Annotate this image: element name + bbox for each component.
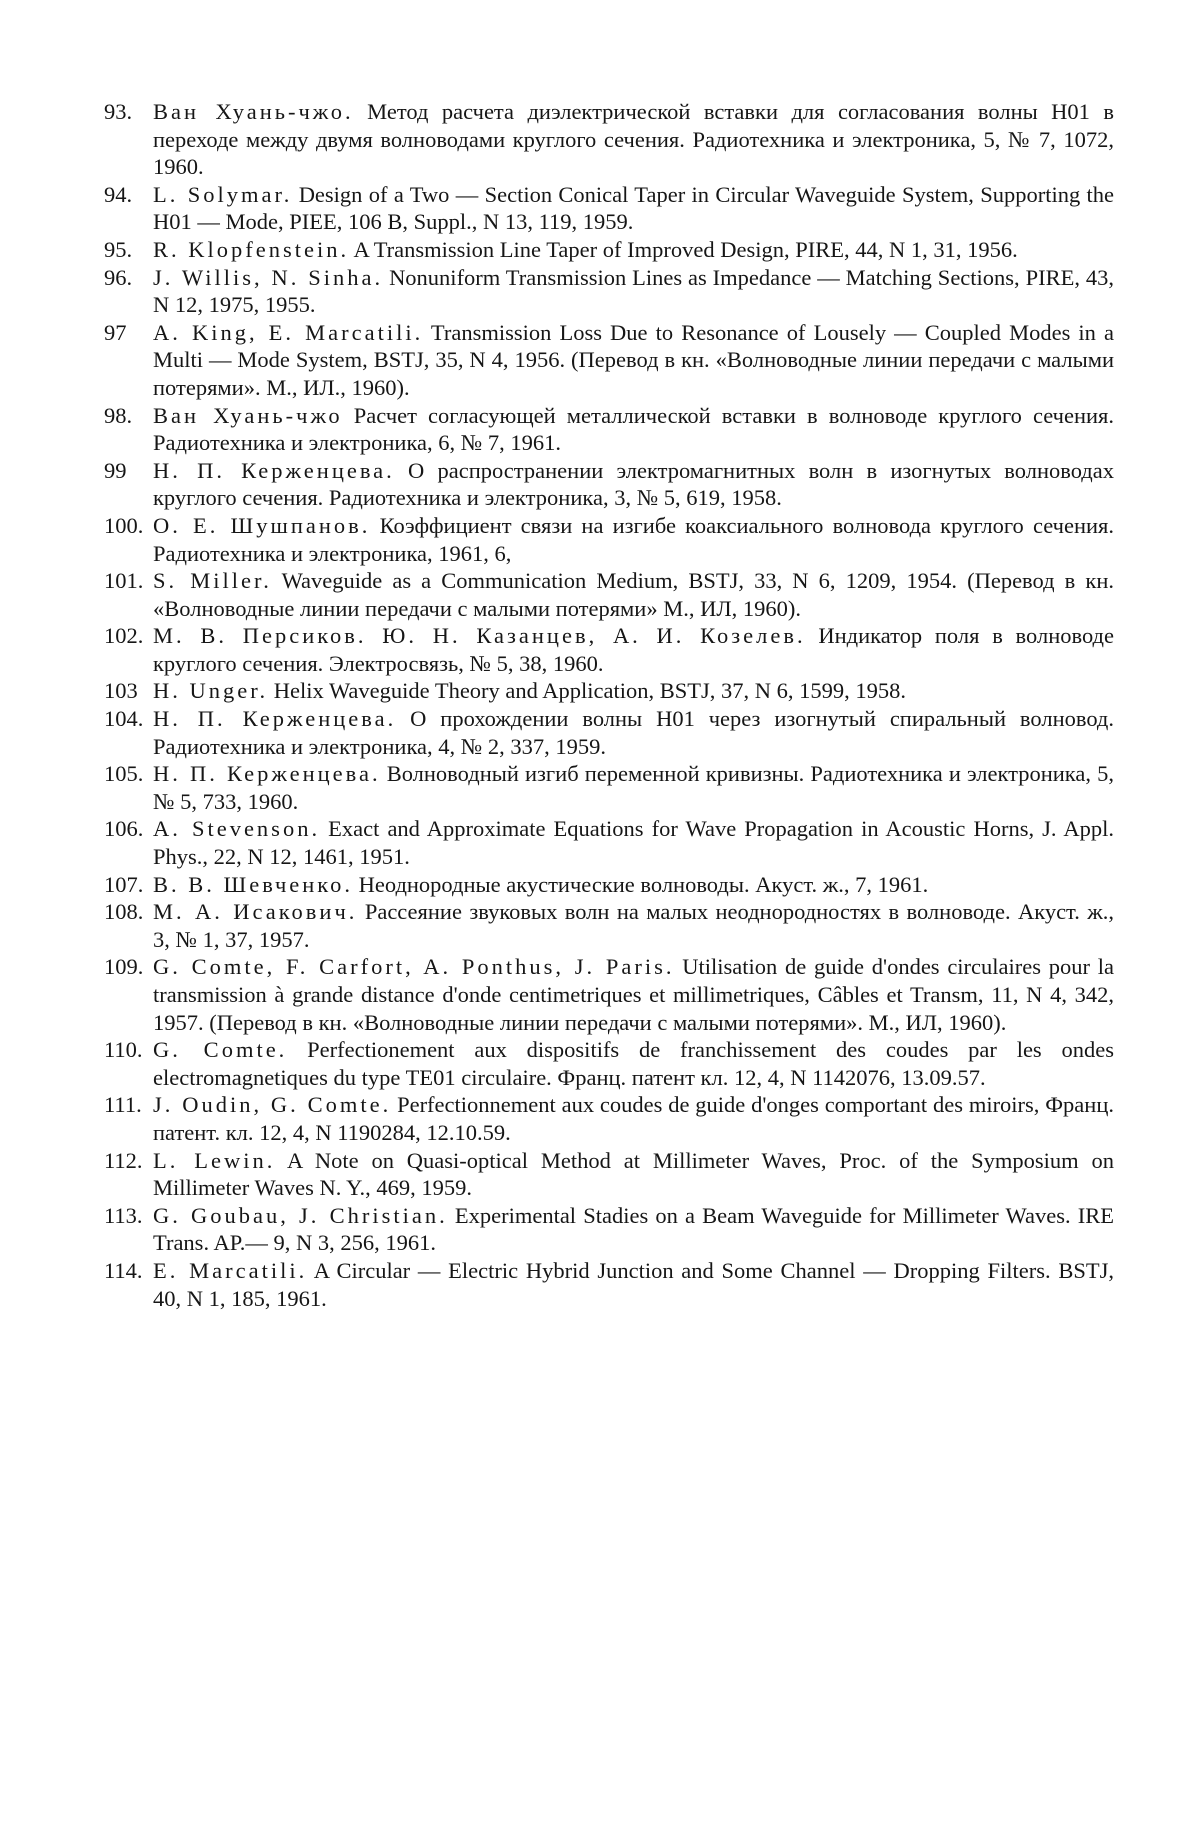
reference-authors: Ван Хуань-чжо. — [153, 99, 354, 124]
reference-number: 99 — [104, 457, 127, 483]
reference-number: 107. — [104, 871, 144, 897]
reference-authors: Ван Хуань-чжо — [153, 402, 343, 428]
reference-text: Utilisation de guide d'ondes circulaires pour la transmission à grande distance d'onde centimetriques et millimetriques, Câbles et Transm, 11, N 4, 342, 1957. (Перевод в кн. «Волноводные линии передачи с малыми потерями». М., ИЛ, 1960). — [153, 954, 1115, 1035]
reference-text: Рассеяние звуковых волн на малых неоднородностях в волноводе. Акуст. ж., 3, № 1, 37, 1957. — [153, 899, 1115, 952]
reference-text: Design of a Two — Section Conical Taper in Circular Waveguide System, Supporting the H01 — Mode, PIEE, 106 B, Suppl., N 13, 119, 1959. — [153, 181, 1115, 235]
reference-authors: Н. П. Керженцева. — [153, 761, 381, 787]
reference-number: 108. — [104, 899, 144, 925]
reference-text: Расчет согласующей металлической вставки в волноводе круглого сечения. Радиотехника и электроника, 6, № 7, 1961. — [153, 402, 1115, 456]
reference-number: 100. — [104, 512, 144, 538]
reference-authors: A. King, E. Marcatili. — [153, 319, 424, 345]
reference-authors: В. В. Шевченко. — [153, 871, 353, 897]
reference-number: 95. — [104, 236, 133, 262]
reference-number: 96. — [104, 264, 133, 290]
reference-text: Helix Waveguide Theory and Application, BSTJ, 37, N 6, 1599, 1958. — [273, 678, 907, 704]
reference-number: 110. — [104, 1037, 143, 1063]
reference-authors: М. В. Персиков. Ю. Н. Казанцев, А. И. Козелев. — [153, 623, 806, 649]
reference-item — [104, 760, 1114, 815]
reference-number: 105. — [104, 761, 144, 787]
reference-number: 97 — [104, 319, 127, 345]
reference-item — [104, 264, 1114, 319]
reference-authors: G. Comte. — [153, 1037, 288, 1063]
reference-number: 101. — [104, 568, 144, 594]
reference-item — [104, 402, 1114, 457]
reference-authors: М. А. Исакович. — [153, 899, 358, 925]
reference-authors: G. Goubau, J. Christian. — [153, 1202, 448, 1228]
reference-item — [104, 1147, 1114, 1202]
reference-authors: J. Oudin, G. Comte. — [153, 1092, 392, 1118]
reference-authors: H. Unger. — [153, 678, 269, 704]
reference-number: 114. — [104, 1257, 143, 1283]
reference-text: A Transmission Line Taper of Improved Design, PIRE, 44, N 1, 31, 1956. — [353, 236, 1018, 262]
reference-item — [104, 898, 1114, 953]
reference-item — [104, 705, 1114, 760]
reference-number: 94. — [104, 181, 133, 207]
reference-number: 111. — [104, 1092, 142, 1118]
reference-number: 93. — [104, 99, 133, 124]
reference-text: Коэффициент связи на изгибе коаксиального волновода круглого сечения. Радиотехника и электроника, 1961, 6, — [153, 512, 1115, 566]
reference-item — [104, 181, 1114, 236]
reference-item — [104, 677, 1114, 705]
reference-authors: G. Comte, F. Carfort, A. Ponthus, J. Paris. — [153, 954, 675, 980]
reference-text: Метод расчета диэлектрической вставки для согласования волны H01 в переходе между двумя волноводами круглого сечения. Радиотехника и электроника, 5, № 7, 1072, 1960. — [153, 99, 1114, 180]
reference-item — [104, 1036, 1114, 1091]
reference-item — [104, 871, 1114, 899]
reference-text: Индикатор поля в волноводе круглого сечения. Электросвязь, № 5, 38, 1960. — [153, 623, 1114, 676]
reference-item — [104, 815, 1114, 870]
reference-item — [104, 1257, 1114, 1312]
reference-item — [104, 1091, 1114, 1146]
reference-item — [104, 567, 1114, 622]
reference-item — [104, 236, 1114, 264]
reference-item — [104, 622, 1114, 677]
reference-number: 113. — [104, 1202, 143, 1228]
reference-item — [104, 319, 1114, 402]
reference-text: Неоднородные акустические волноводы. Акуст. ж., 7, 1961. — [358, 871, 929, 897]
reference-number: 98. — [104, 402, 133, 428]
reference-authors: L. Lewin. — [153, 1147, 276, 1173]
reference-text: Perfectionnement aux coudes de guide d'onges comportant des miroirs, Франц. патент. кл. 12, 4, N 1190284, 12.10.59. — [153, 1092, 1114, 1145]
reference-authors: О. Е. Шушпанов. — [153, 512, 371, 538]
reference-number: 106. — [104, 816, 144, 842]
reference-number: 112. — [104, 1147, 143, 1173]
reference-text: Experimental Stadies on a Beam Waveguide for Millimeter Waves. IRE Trans. AP.— 9, N 3, 256, 1961. — [153, 1202, 1114, 1256]
reference-item — [104, 98, 1114, 181]
reference-authors: Н. П. Керженцева. — [153, 706, 397, 732]
reference-text: Nonuniform Transmission Lines as Impedance — Matching Sections, PIRE, 43, N 12, 1975, 1955. — [153, 264, 1114, 318]
reference-number: 102. — [104, 623, 144, 649]
reference-list — [104, 98, 1114, 1312]
reference-authors: Н. П. Керженцева. — [153, 457, 395, 483]
reference-authors: J. Willis, N. Sinha. — [153, 264, 384, 290]
reference-item — [104, 1202, 1114, 1257]
reference-item — [104, 457, 1114, 512]
reference-text: О распространении электромагнитных волн в изогнутых волноводах круглого сечения. Радиотехника и электроника, 3, № 5, 619, 1958. — [153, 457, 1114, 511]
reference-item — [104, 512, 1114, 567]
reference-text: Волноводный изгиб переменной кривизны. Радиотехника и электроника, 5, № 5, 733, 1960. — [153, 761, 1114, 814]
reference-text: Perfectionement aux dispositifs de franchissement des coudes par les ondes electromagnetiques du type TE01 circulaire. Франц. патент кл. 12, 4, N 1142076, 13.09.57. — [153, 1037, 1114, 1090]
reference-text: A Circular — Electric Hybrid Junction and Some Channel — Dropping Filters. BSTJ, 40, N 1, 185, 1961. — [153, 1257, 1114, 1311]
reference-text: Transmission Loss Due to Resonance of Lousely — Coupled Modes in a Multi — Mode System, BSTJ, 35, N 4, 1956. (Перевод в кн. «Волноводные линии передачи с малыми потерями». М., ИЛ., 1960). — [153, 319, 1114, 400]
reference-text: Waveguide as a Communication Medium, BSTJ, 33, N 6, 1209, 1954. (Перевод в кн. «Волноводные линии передачи с малыми потерями» М., ИЛ, 1960). — [153, 568, 1115, 621]
reference-authors: A. Stevenson. — [153, 816, 321, 842]
reference-authors: E. Marcatili. — [153, 1257, 308, 1283]
reference-authors: L. Solymar. — [153, 181, 293, 207]
reference-text: Exact and Approximate Equations for Wave Propagation in Acoustic Horns, J. Appl. Phys., 22, N 12, 1461, 1951. — [153, 816, 1114, 870]
reference-item — [104, 953, 1114, 1036]
reference-number: 109. — [104, 954, 144, 980]
reference-text: A Note on Quasi-optical Method at Millimeter Waves, Proc. of the Symposium on Millimeter Waves N. Y., 469, 1959. — [153, 1147, 1114, 1201]
reference-number: 104. — [104, 706, 144, 732]
reference-authors: R. Klopfenstein. — [153, 236, 350, 262]
reference-number: 103 — [104, 678, 138, 704]
reference-text: О прохождении волны H01 через изогнутый спиральный волновод. Радиотехника и электроника, 4, № 2, 337, 1959. — [153, 706, 1115, 759]
reference-authors: S. Miller. — [153, 568, 272, 594]
